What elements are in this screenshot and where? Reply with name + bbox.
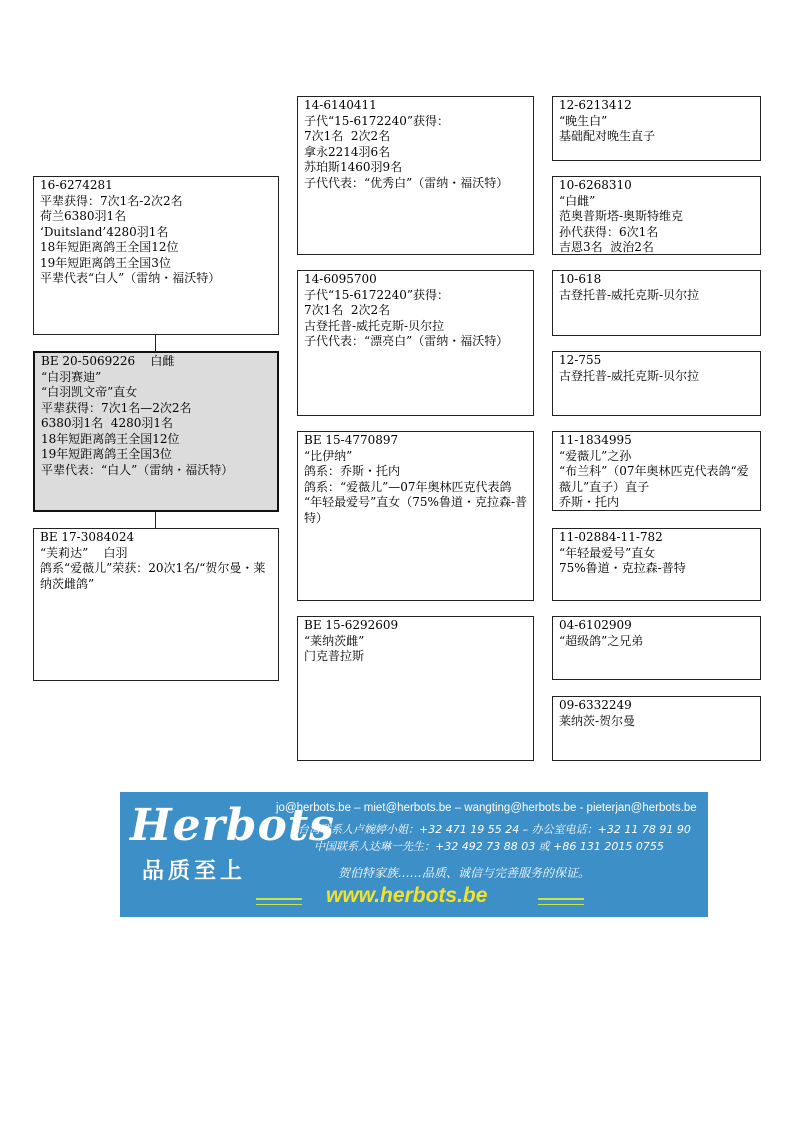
pedigree-line: 09-6332249: [559, 698, 632, 712]
pedigree-line: 子代“15-6172240”获得：: [304, 287, 450, 302]
pedigree-line: 18年短距离鸽王全国12位: [41, 431, 180, 446]
herbots-logo: Herbots: [130, 800, 335, 851]
pedigree-line: 16-6274281: [40, 178, 113, 192]
pedigree-box-sire-sire-dam: [552, 176, 761, 255]
pedigree-line: “年轻最爱号”直女: [559, 545, 656, 560]
pedigree-box-sire-dam: [297, 270, 534, 416]
pedigree-line: “比伊纳”: [304, 448, 353, 463]
pedigree-box-dam-sire-dam: [552, 528, 761, 601]
pedigree-line: ‘Duitsland’4280羽1名: [40, 224, 169, 239]
pedigree-line: 子代代表：“优秀白”（雷纳・福沃特）: [304, 175, 509, 190]
pedigree-line: 鸽系“爱薇儿”荣获：20次1名/“贺尔曼・莱纳茨雌鸽”: [40, 561, 266, 591]
pedigree-line: 6380羽1名 4280羽1名: [41, 416, 173, 430]
pedigree-line: BE 20-5069226 白雌: [41, 354, 175, 368]
banner-slogan: 品质至上: [142, 859, 247, 884]
pedigree-line: 苏珀斯1460羽9名: [304, 160, 403, 174]
pedigree-line: “年轻最爱号”直女（75%鲁道・克拉森-普特）: [304, 495, 527, 525]
banner-decor-line-left: [256, 898, 302, 900]
pedigree-line: 14-6095700: [304, 272, 377, 286]
pedigree-box-sire-dam-dam: [552, 351, 761, 416]
pedigree-line: “芙莉达” 白羽: [40, 545, 128, 560]
banner-decor-line-right-2: [538, 904, 584, 905]
banner-emails[interactable]: jo@herbots.be – miet@herbots.be – wangting@herbots.be - pieterjan@herbots.be: [276, 802, 697, 814]
pedigree-box-dam-dam-dam: [552, 696, 761, 761]
pedigree-box-dam-sire-sire: [552, 431, 761, 511]
pedigree-line: 古登托普-威托克斯-贝尔拉: [559, 287, 700, 302]
pedigree-line: 10-6268310: [559, 178, 632, 192]
pedigree-line: 10-618: [559, 272, 602, 286]
herbots-banner: [120, 792, 708, 917]
pedigree-line: 75%鲁道・克拉森-普特: [559, 561, 686, 575]
pedigree-line: 基础配对晚生直子: [559, 129, 656, 143]
pedigree-line: 子代“15-6172240”获得：: [304, 113, 450, 128]
pedigree-line: 平辈代表“白人”（雷纳・福沃特）: [40, 271, 221, 285]
pedigree-line: 平辈获得：7次1名-2次2名: [40, 193, 183, 208]
pedigree-line: “超级鸽”之兄弟: [559, 633, 644, 648]
banner-website-link[interactable]: www.herbots.be: [326, 884, 488, 907]
connector-sire-main: [155, 334, 156, 352]
pedigree-line: “白羽凯文帝”直女: [41, 385, 138, 399]
pedigree-box-sire-sire: [297, 96, 534, 255]
pedigree-line: 鸽系：“爱薇儿”—07年奥林匹克代表鸽: [304, 479, 512, 494]
pedigree-box-dam-dam: [297, 616, 534, 761]
pedigree-box-sire: [33, 176, 279, 335]
pedigree-line: 平辈获得：7次1名—2次2名: [41, 400, 192, 415]
pedigree-box-sire-sire-sire: [552, 96, 761, 161]
pedigree-line: 范奥普斯塔-奥斯特维克: [559, 209, 684, 223]
pedigree-line: “莱纳茨雌”: [304, 633, 365, 648]
pedigree-box-sire-dam-sire: [552, 270, 761, 336]
pedigree-line: 子代代表：“漂亮白”（雷纳・福沃特）: [304, 334, 509, 348]
pedigree-line: “布兰科”（07年奥林匹克代表鸽“爱薇儿”直子）直子: [559, 464, 749, 494]
pedigree-line: 19年短距离鸽王全国3位: [40, 255, 171, 270]
pedigree-line: 11-02884-11-782: [559, 530, 663, 544]
pedigree-line: 古登托普-威托克斯-贝尔拉: [559, 368, 700, 383]
pedigree-line: BE 15-6292609: [304, 618, 399, 632]
banner-decor-line-left-2: [256, 904, 302, 905]
pedigree-line: 鸽系：乔斯・托内: [304, 464, 401, 478]
pedigree-line: 古登托普-威托克斯-贝尔拉: [304, 318, 445, 333]
pedigree-line: 11-1834995: [559, 433, 632, 447]
pedigree-box-dam-sire: [297, 431, 534, 601]
pedigree-line: 吉恩3名 波治2名: [559, 240, 654, 254]
pedigree-line: 荷兰6380羽1名: [40, 209, 127, 223]
pedigree-line: 19年短距离鸽王全国3位: [41, 447, 172, 461]
pedigree-line: 12-6213412: [559, 98, 632, 112]
pedigree-line: 门克普拉斯: [304, 649, 365, 663]
banner-taiwan-contact: 台湾联系人卢婉婷小姐：+32 471 19 55 24 – 办公室电话：+32 11 78 91 90: [298, 823, 691, 836]
pedigree-line: BE 15-4770897: [304, 433, 399, 447]
pedigree-line: 莱纳茨-贺尔曼: [559, 713, 636, 728]
pedigree-box-main-bird: [33, 351, 279, 512]
pedigree-line: 平辈代表：“白人”（雷纳・福沃特）: [41, 462, 234, 477]
pedigree-box-dam: [33, 528, 279, 681]
pedigree-box-dam-dam-sire: [552, 616, 761, 680]
pedigree-line: 18年短距离鸽王全国12位: [40, 240, 179, 254]
pedigree-line: “晚生白”: [559, 113, 608, 128]
pedigree-line: “白雌”: [559, 193, 596, 208]
pedigree-line: 7次1名 2次2名: [304, 129, 391, 143]
banner-tagline: 贺伯特家族……品质、诚信与完善服务的保证。: [338, 866, 591, 880]
pedigree-line: 拿永2214羽6名: [304, 144, 391, 159]
pedigree-line: 7次1名 2次2名: [304, 303, 391, 317]
pedigree-line: 04-6102909: [559, 618, 632, 632]
pedigree-line: “白羽赛迪”: [41, 369, 102, 384]
banner-decor-line-right: [538, 898, 584, 900]
connector-main-dam: [155, 511, 156, 528]
pedigree-line: 12-755: [559, 353, 602, 367]
pedigree-line: “爱薇儿”之孙: [559, 448, 632, 463]
banner-china-contact: 中国联系人达琳一先生：+32 492 73 88 03 或 +86 131 2015 0755: [314, 840, 664, 853]
pedigree-line: 孙代获得：6次1名: [559, 224, 659, 239]
pedigree-line: BE 17-3084024: [40, 530, 135, 544]
pedigree-line: 14-6140411: [304, 98, 377, 112]
pedigree-line: 乔斯・托内: [559, 495, 620, 509]
